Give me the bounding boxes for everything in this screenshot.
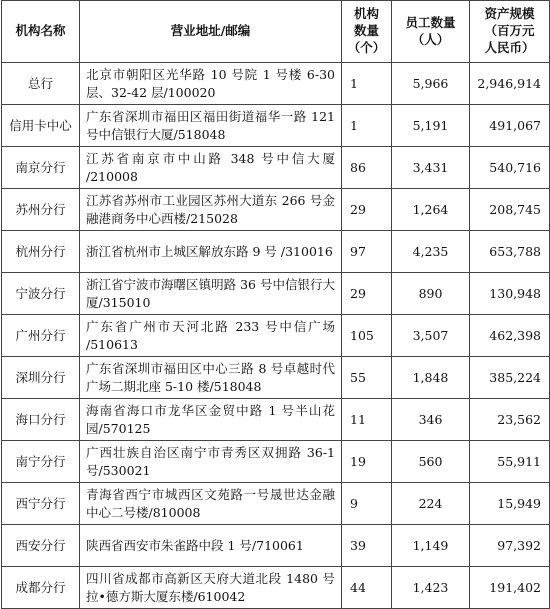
cell-count: 1 [342, 105, 392, 147]
cell-count: 39 [342, 525, 392, 567]
branch-table [1, 0, 550, 609]
table-row [2, 147, 550, 189]
cell-assets: 130,948 [470, 273, 550, 315]
table-row [2, 105, 550, 147]
cell-name: 宁波分行 [2, 273, 80, 315]
cell-address: 陕西省西安市朱雀路中段 1 号/710061 [80, 525, 342, 567]
cell-staff: 3,431 [392, 147, 470, 189]
header-address: 营业地址/邮编 [80, 1, 342, 63]
header-assets: 资产规模 （百万元 人民币） [470, 1, 550, 63]
cell-address: 北京市朝阳区光华路 10 号院 1 号楼 6-30 层、32-42 层/100020 [80, 63, 342, 105]
cell-assets: 23,562 [470, 399, 550, 441]
cell-staff: 1,848 [392, 357, 470, 399]
cell-address: 海南省海口市龙华区金贸中路 1 号半山花园/570125 [80, 399, 342, 441]
cell-assets: 462,398 [470, 315, 550, 357]
cell-count: 29 [342, 273, 392, 315]
cell-staff: 3,507 [392, 315, 470, 357]
cell-name: 南京分行 [2, 147, 80, 189]
cell-staff: 1,423 [392, 567, 470, 609]
cell-count: 19 [342, 441, 392, 483]
cell-address: 浙江省宁波市海曙区镇明路 36 号中信银行大厦/315010 [80, 273, 342, 315]
cell-assets: 540,716 [470, 147, 550, 189]
table-row [2, 273, 550, 315]
cell-address: 四川省成都市高新区天府大道北段 1480 号拉•德方斯大厦东楼/610042 [80, 567, 342, 609]
table-row [2, 525, 550, 567]
table-row [2, 441, 550, 483]
cell-address: 广东省深圳市福田区中心三路 8 号卓越时代广场二期北座 5-10 楼/518048 [80, 357, 342, 399]
cell-name: 苏州分行 [2, 189, 80, 231]
header-count: 机构 数量 （个） [342, 1, 392, 63]
cell-assets: 15,949 [470, 483, 550, 525]
cell-assets: 653,788 [470, 231, 550, 273]
cell-staff: 5,966 [392, 63, 470, 105]
cell-count: 44 [342, 567, 392, 609]
table-row [2, 567, 550, 609]
cell-name: 信用卡中心 [2, 105, 80, 147]
table-row [2, 483, 550, 525]
cell-name: 成都分行 [2, 567, 80, 609]
cell-name: 深圳分行 [2, 357, 80, 399]
cell-address: 江苏省苏州市工业园区苏州大道东 266 号金融港商务中心西楼/215028 [80, 189, 342, 231]
cell-assets: 208,745 [470, 189, 550, 231]
cell-name: 总行 [2, 63, 80, 105]
cell-address: 浙江省杭州市上城区解放东路 9 号 /310016 [80, 231, 342, 273]
cell-address: 广东省深圳市福田区福田街道福华一路 121 号中信银行大厦/518048 [80, 105, 342, 147]
cell-address: 广东省广州市天河北路 233 号中信广场 /510613 [80, 315, 342, 357]
cell-name: 西宁分行 [2, 483, 80, 525]
cell-name: 南宁分行 [2, 441, 80, 483]
cell-staff: 4,235 [392, 231, 470, 273]
cell-name: 杭州分行 [2, 231, 80, 273]
cell-address: 广西壮族自治区南宁市青秀区双拥路 36-1 号/530021 [80, 441, 342, 483]
cell-assets: 491,067 [470, 105, 550, 147]
cell-staff: 560 [392, 441, 470, 483]
header-staff: 员工数量 （人） [392, 1, 470, 63]
table-row [2, 315, 550, 357]
cell-staff: 1,149 [392, 525, 470, 567]
cell-name: 广州分行 [2, 315, 80, 357]
header-name: 机构名称 [2, 1, 80, 63]
cell-staff: 346 [392, 399, 470, 441]
cell-assets: 385,224 [470, 357, 550, 399]
table-row [2, 63, 550, 105]
cell-address: 青海省西宁市城西区文苑路一号晟世达金融中心二号楼/810008 [80, 483, 342, 525]
cell-count: 11 [342, 399, 392, 441]
cell-name: 海口分行 [2, 399, 80, 441]
cell-count: 105 [342, 315, 392, 357]
cell-count: 29 [342, 189, 392, 231]
cell-count: 97 [342, 231, 392, 273]
cell-assets: 55,911 [470, 441, 550, 483]
cell-staff: 5,191 [392, 105, 470, 147]
cell-staff: 890 [392, 273, 470, 315]
cell-count: 55 [342, 357, 392, 399]
cell-assets: 191,402 [470, 567, 550, 609]
table-row [2, 357, 550, 399]
cell-address: 江苏省南京市中山路 348 号中信大厦 /210008 [80, 147, 342, 189]
cell-count: 86 [342, 147, 392, 189]
table-row [2, 189, 550, 231]
cell-count: 1 [342, 63, 392, 105]
table-row [2, 231, 550, 273]
table-row [2, 399, 550, 441]
header-row [2, 1, 550, 63]
cell-assets: 97,392 [470, 525, 550, 567]
cell-staff: 1,264 [392, 189, 470, 231]
cell-staff: 224 [392, 483, 470, 525]
cell-assets: 2,946,914 [470, 63, 550, 105]
cell-name: 西安分行 [2, 525, 80, 567]
cell-count: 9 [342, 483, 392, 525]
